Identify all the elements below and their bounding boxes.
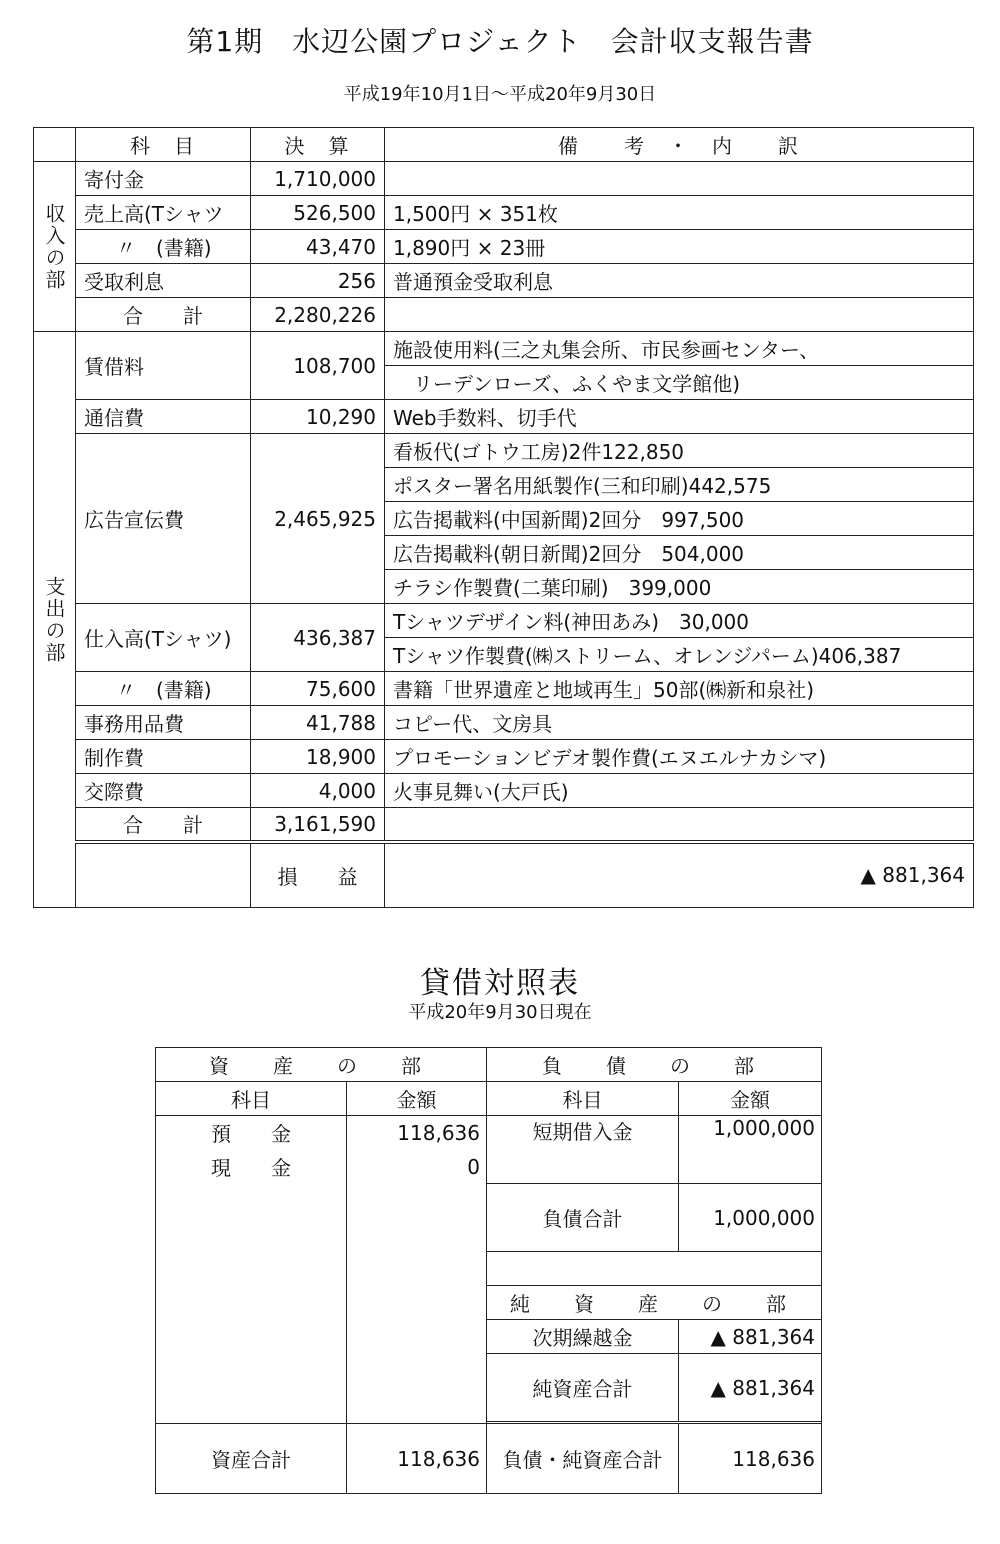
row-note: Web手数料、切手代 — [385, 400, 974, 434]
row-note: ポスター署名用紙製作(三和印刷)442,575 — [385, 468, 974, 502]
expense-total-label: 合 計 — [76, 808, 251, 842]
asset-amount: 118,636 — [347, 1116, 487, 1150]
grand-total-amount: 118,636 — [679, 1424, 822, 1494]
row-amount: 1,710,000 — [251, 162, 385, 196]
row-note: Tシャツ作製費(㈱ストリーム、オレンジパーム)406,387 — [385, 638, 974, 672]
header-amount: 決 算 — [251, 128, 385, 162]
header-blank — [34, 128, 76, 162]
row-amount: 75,600 — [251, 672, 385, 706]
row-note: Tシャツデザイン料(神田あみ) 30,000 — [385, 604, 974, 638]
table-row — [34, 706, 974, 740]
row-item: 交際費 — [76, 774, 251, 808]
header-item: 科 目 — [76, 128, 251, 162]
totals-row — [156, 1424, 822, 1494]
table-row — [34, 400, 974, 434]
blank-row — [487, 1252, 822, 1286]
col-item: 科目 — [156, 1082, 347, 1116]
row-amount: 436,387 — [251, 604, 385, 672]
assets-header: 資 産 の 部 — [156, 1048, 487, 1082]
asset-item: 預 金 — [156, 1116, 347, 1150]
grand-total-label: 負債・純資産合計 — [487, 1424, 679, 1494]
row-item: 〃 (書籍) — [76, 672, 251, 706]
row-item: 寄付金 — [76, 162, 251, 196]
row-amount: 10,290 — [251, 400, 385, 434]
table-row — [34, 162, 974, 196]
row-amount: 108,700 — [251, 332, 385, 400]
row-amount: 41,788 — [251, 706, 385, 740]
liability-item: 短期借入金 — [487, 1116, 679, 1150]
net-asset-amount: ▲ 881,364 — [679, 1320, 822, 1354]
row-note: リーデンローズ、ふくやま文学館他) — [385, 366, 974, 400]
table-row — [34, 434, 974, 468]
table-row — [156, 1184, 822, 1252]
profit-row — [34, 842, 974, 908]
header-note: 備 考 ・ 内 訳 — [385, 128, 974, 162]
row-note: 書籍「世界遺産と地域再生」50部(㈱新和泉社) — [385, 672, 974, 706]
row-note: 施設使用料(三之丸集会所、市民参画センター、 — [385, 332, 974, 366]
row-item: 受取利息 — [76, 264, 251, 298]
profit-label: 損 益 — [251, 842, 385, 908]
income-section-label: 収入の部 — [34, 162, 76, 332]
row-item: 制作費 — [76, 740, 251, 774]
row-note: 広告掲載料(中国新聞)2回分 997,500 — [385, 502, 974, 536]
row-item: 事務用品費 — [76, 706, 251, 740]
row-note: 1,500円 × 351枚 — [385, 196, 974, 230]
expense-total-row — [34, 808, 974, 842]
row-note: 普通預金受取利息 — [385, 264, 974, 298]
row-item: 通信費 — [76, 400, 251, 434]
table-row — [34, 230, 974, 264]
row-item: 賃借料 — [76, 332, 251, 400]
table-row — [34, 740, 974, 774]
net-asset-item: 次期繰越金 — [487, 1320, 679, 1354]
income-total-label: 合 計 — [76, 298, 251, 332]
profit-blank — [76, 842, 251, 908]
asset-blank — [156, 1184, 347, 1424]
table-row — [34, 774, 974, 808]
row-note: チラシ作製費(二葉印刷) 399,000 — [385, 570, 974, 604]
report-title: 第1期 水辺公園プロジェクト 会計収支報告書 — [186, 25, 814, 58]
row-amount: 43,470 — [251, 230, 385, 264]
section-header-row — [156, 1048, 822, 1082]
row-item: 〃 (書籍) — [76, 230, 251, 264]
row-note: コピー代、文房具 — [385, 706, 974, 740]
income-total-row — [34, 298, 974, 332]
balance-sheet-table — [155, 1047, 822, 1494]
row-note: 火事見舞い(大戸氏) — [385, 774, 974, 808]
column-header-row — [156, 1082, 822, 1116]
row-item: 広告宣伝費 — [76, 434, 251, 604]
balance-sheet-title: 貸借対照表 — [420, 966, 580, 1001]
table-row — [156, 1150, 822, 1184]
row-amount: 4,000 — [251, 774, 385, 808]
asset-item: 現 金 — [156, 1150, 347, 1184]
row-note: 1,890円 × 23冊 — [385, 230, 974, 264]
table-row — [34, 332, 974, 366]
liability-amount: 1,000,000 — [679, 1116, 822, 1150]
assets-total-amount: 118,636 — [347, 1424, 487, 1494]
report-period: 平成19年10月1日～平成20年9月30日 — [343, 84, 657, 105]
row-amount: 18,900 — [251, 740, 385, 774]
row-amount: 2,465,925 — [251, 434, 385, 604]
table-row — [34, 264, 974, 298]
row-item: 売上高(Tシャツ — [76, 196, 251, 230]
profit-amount: ▲ 881,364 — [385, 842, 974, 908]
assets-total-label: 資産合計 — [156, 1424, 347, 1494]
row-note: プロモーションビデオ製作費(エヌエルナカシマ) — [385, 740, 974, 774]
row-note: 看板代(ゴトウ工房)2件122,850 — [385, 434, 974, 468]
col-amount: 金額 — [679, 1082, 822, 1116]
row-note — [385, 162, 974, 196]
net-assets-total-label: 純資産合計 — [487, 1354, 679, 1422]
liability-blank — [487, 1150, 679, 1184]
net-assets-total-amount: ▲ 881,364 — [679, 1354, 822, 1422]
table-row — [34, 672, 974, 706]
table-row — [34, 196, 974, 230]
asset-blank — [347, 1184, 487, 1424]
row-amount: 256 — [251, 264, 385, 298]
income-expense-table — [33, 127, 974, 908]
col-amount: 金額 — [347, 1082, 487, 1116]
row-amount: 526,500 — [251, 196, 385, 230]
row-note — [385, 808, 974, 842]
asset-amount: 0 — [347, 1150, 487, 1184]
table-row — [156, 1116, 822, 1150]
expense-total-amount: 3,161,590 — [251, 808, 385, 842]
liability-blank — [679, 1150, 822, 1184]
row-note: 広告掲載料(朝日新聞)2回分 504,000 — [385, 536, 974, 570]
balance-sheet-date: 平成20年9月30日現在 — [408, 1002, 592, 1023]
liabilities-total-label: 負債合計 — [487, 1184, 679, 1252]
table-row — [34, 604, 974, 638]
net-assets-header: 純 資 産 の 部 — [487, 1286, 822, 1320]
expense-section-label: 支出の部 — [34, 332, 76, 908]
liabilities-header: 負 債 の 部 — [487, 1048, 822, 1082]
row-item: 仕入高(Tシャツ) — [76, 604, 251, 672]
income-total-amount: 2,280,226 — [251, 298, 385, 332]
row-note — [385, 298, 974, 332]
col-item: 科目 — [487, 1082, 679, 1116]
liabilities-total-amount: 1,000,000 — [679, 1184, 822, 1252]
header-row — [34, 128, 974, 162]
